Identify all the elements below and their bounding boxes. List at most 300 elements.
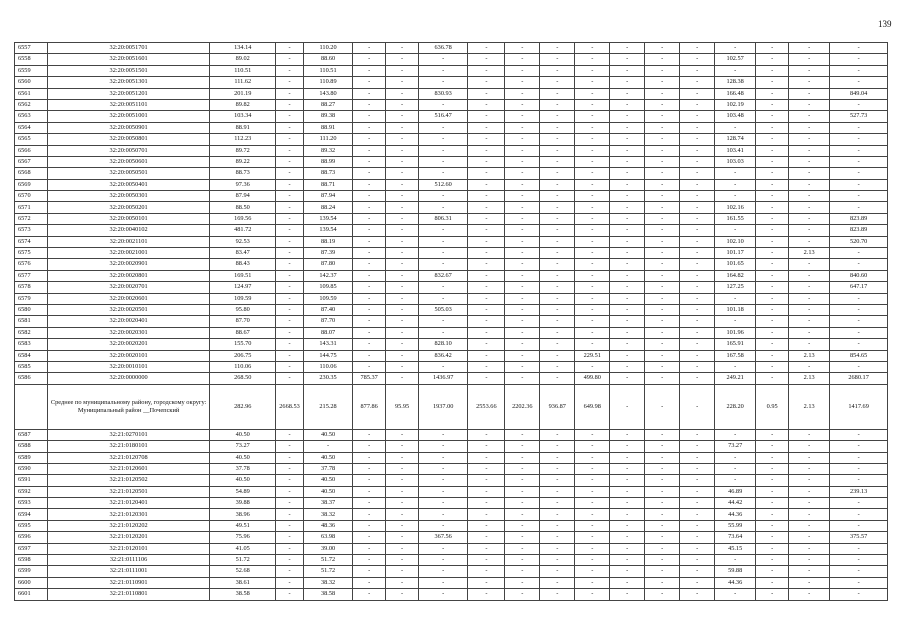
table-row [15,498,888,509]
value-cell: - [505,475,540,486]
cadastral-block-cell: 32:20:0020701 [47,282,209,293]
value-cell: - [276,316,304,327]
value-cell: - [680,555,715,566]
row-number-cell: 6590 [15,463,48,474]
value-cell: - [715,463,756,474]
value-cell: - [680,77,715,88]
value-cell: - [276,509,304,520]
summary-value-cell: 2202.36 [505,384,540,429]
value-cell: - [756,475,789,486]
cadastral-block-cell: 32:20:0020901 [47,259,209,270]
value-cell: 101.18 [715,304,756,315]
value-cell: - [756,532,789,543]
value-cell: - [386,577,419,588]
value-cell: - [276,452,304,463]
cadastral-block-cell: 32:20:0020301 [47,327,209,338]
value-cell: - [756,293,789,304]
value-cell: 40.50 [303,452,352,463]
row-number-cell: 6581 [15,316,48,327]
value-cell: 2.13 [789,373,830,384]
value-cell: 139.54 [303,225,352,236]
value-cell: - [610,111,645,122]
value-cell: - [610,543,645,554]
value-cell: - [276,248,304,259]
value-cell: - [419,509,468,520]
value-cell: - [540,452,575,463]
value-cell: 73.64 [715,532,756,543]
value-cell: - [276,282,304,293]
value-cell: - [575,293,610,304]
value-cell: 73.27 [715,441,756,452]
value-cell: - [386,589,419,600]
value-cell: - [645,168,680,179]
value-cell: - [419,293,468,304]
value-cell: - [468,316,505,327]
value-cell: - [353,236,386,247]
value-cell: - [789,339,830,350]
value-cell: 143.80 [303,88,352,99]
cadastral-block-cell: 32:21:0270101 [47,429,209,440]
value-cell: - [505,54,540,65]
value-cell: - [276,293,304,304]
value-cell: - [468,339,505,350]
value-cell: - [830,122,888,133]
value-cell: - [540,270,575,281]
cadastral-block-cell: 32:20:0051501 [47,65,209,76]
value-cell: - [468,577,505,588]
value-cell: - [756,122,789,133]
value-cell: 88.19 [303,236,352,247]
table-row [15,225,888,236]
value-cell: - [276,589,304,600]
value-cell: - [353,259,386,270]
value-cell: - [276,520,304,531]
value-cell: - [276,327,304,338]
value-cell: 103.41 [715,145,756,156]
value-cell: - [680,463,715,474]
value-cell: - [645,270,680,281]
cadastral-block-cell: 32:20:0021001 [47,248,209,259]
value-cell: - [386,452,419,463]
value-cell: - [505,566,540,577]
value-cell: - [386,373,419,384]
value-cell: 367.56 [419,532,468,543]
value-cell: 2.13 [789,350,830,361]
value-cell: - [353,65,386,76]
value-cell: - [575,259,610,270]
value-cell: - [540,589,575,600]
cadastral-block-cell: 32:20:0051601 [47,54,209,65]
value-cell: - [789,202,830,213]
value-cell: 110.51 [210,65,276,76]
value-cell: - [540,293,575,304]
value-cell: - [680,543,715,554]
value-cell: - [756,566,789,577]
value-cell: - [610,77,645,88]
value-cell: 102.57 [715,54,756,65]
value-cell: - [680,304,715,315]
value-cell: - [645,361,680,372]
value-cell: - [756,520,789,531]
value-cell: - [756,236,789,247]
value-cell: - [830,168,888,179]
value-cell: 112.23 [210,134,276,145]
value-cell: - [789,191,830,202]
value-cell: - [540,99,575,110]
value-cell: - [353,577,386,588]
value-cell: - [276,156,304,167]
value-cell: - [680,270,715,281]
value-cell: - [756,577,789,588]
value-cell: - [353,327,386,338]
value-cell: - [610,293,645,304]
value-cell: - [468,441,505,452]
value-cell: - [419,566,468,577]
value-cell: 63.98 [303,532,352,543]
value-cell: - [830,259,888,270]
cadastral-block-cell: 32:20:0020201 [47,339,209,350]
value-cell: 169.56 [210,213,276,224]
value-cell: 806.31 [419,213,468,224]
value-cell: - [610,441,645,452]
data-table [14,42,888,601]
value-cell: - [645,202,680,213]
value-cell: - [468,225,505,236]
value-cell: - [419,202,468,213]
value-cell: - [715,65,756,76]
table-row [15,350,888,361]
value-cell: - [353,452,386,463]
table-row [15,99,888,110]
value-cell: 527.73 [830,111,888,122]
value-cell: 836.42 [419,350,468,361]
value-cell: - [575,543,610,554]
value-cell: - [353,486,386,497]
value-cell: - [353,361,386,372]
value-cell: - [610,452,645,463]
value-cell: - [610,373,645,384]
value-cell: - [756,202,789,213]
summary-value-cell: 228.20 [715,384,756,429]
table-row [15,441,888,452]
value-cell: - [645,543,680,554]
value-cell: 110.06 [210,361,276,372]
value-cell: 110.20 [303,43,352,54]
value-cell: - [575,282,610,293]
row-number-cell: 6583 [15,339,48,350]
value-cell: - [540,236,575,247]
value-cell: - [680,282,715,293]
value-cell: 40.50 [210,429,276,440]
value-cell: - [419,77,468,88]
value-cell: - [756,282,789,293]
value-cell: - [386,463,419,474]
value-cell: 87.94 [303,191,352,202]
value-cell: - [756,191,789,202]
value-cell: - [386,520,419,531]
value-cell: - [830,509,888,520]
value-cell: - [789,577,830,588]
value-cell: - [505,316,540,327]
value-cell: 166.48 [715,88,756,99]
cadastral-block-cell: 32:21:0120502 [47,475,209,486]
value-cell: - [505,282,540,293]
value-cell: - [756,43,789,54]
value-cell: - [789,532,830,543]
row-number-cell: 6579 [15,293,48,304]
value-cell: - [680,498,715,509]
row-number-cell: 6599 [15,566,48,577]
value-cell: - [680,225,715,236]
value-cell: - [386,304,419,315]
value-cell: - [830,156,888,167]
value-cell: 38.32 [303,577,352,588]
value-cell: - [540,88,575,99]
value-cell: - [505,236,540,247]
summary-label: Среднее по муниципальному району, городскому округу: Муниципальный район __Почепский [47,384,209,429]
value-cell: - [789,429,830,440]
value-cell: 103.48 [715,111,756,122]
value-cell: 155.70 [210,339,276,350]
value-cell: - [680,248,715,259]
row-number-cell: 6601 [15,589,48,600]
value-cell: 512.60 [419,179,468,190]
value-cell: 102.16 [715,202,756,213]
value-cell: - [680,191,715,202]
row-number-cell: 6564 [15,122,48,133]
value-cell: - [610,339,645,350]
value-cell: - [419,498,468,509]
value-cell: - [756,463,789,474]
value-cell: - [575,577,610,588]
row-number-cell: 6600 [15,577,48,588]
value-cell: - [419,327,468,338]
cadastral-block-cell: 32:21:0110801 [47,589,209,600]
cadastral-block-cell: 32:20:0051301 [47,77,209,88]
value-cell: - [353,156,386,167]
value-cell: - [386,191,419,202]
table-row [15,293,888,304]
value-cell: - [540,486,575,497]
value-cell: - [505,191,540,202]
value-cell: - [830,339,888,350]
value-cell: - [830,293,888,304]
value-cell: - [419,429,468,440]
value-cell: 40.50 [210,452,276,463]
value-cell: - [386,498,419,509]
value-cell: 87.70 [303,316,352,327]
value-cell: 89.02 [210,54,276,65]
value-cell: - [419,225,468,236]
value-cell: - [386,202,419,213]
value-cell: - [680,566,715,577]
table-row [15,145,888,156]
value-cell: - [575,213,610,224]
value-cell: - [468,282,505,293]
value-cell: - [610,99,645,110]
value-cell: - [505,452,540,463]
table-row [15,486,888,497]
value-cell: - [610,304,645,315]
value-cell: - [610,327,645,338]
table-row [15,65,888,76]
summary-value-cell: 649.98 [575,384,610,429]
value-cell: - [575,54,610,65]
value-cell: - [645,145,680,156]
value-cell: - [610,191,645,202]
value-cell: - [540,77,575,88]
value-cell: 144.75 [303,350,352,361]
value-cell: - [680,373,715,384]
row-number-cell: 6598 [15,555,48,566]
value-cell: - [468,43,505,54]
table-row [15,88,888,99]
value-cell: - [830,202,888,213]
value-cell: - [505,498,540,509]
value-cell: - [540,498,575,509]
row-number-cell: 6576 [15,259,48,270]
value-cell: - [468,566,505,577]
value-cell: - [789,168,830,179]
value-cell: - [540,179,575,190]
value-cell: 87.39 [303,248,352,259]
cadastral-block-cell: 32:20:0050701 [47,145,209,156]
value-cell: 87.70 [210,316,276,327]
table-row [15,577,888,588]
value-cell: - [830,134,888,145]
value-cell: - [830,441,888,452]
value-cell: 88.07 [303,327,352,338]
value-cell: 481.72 [210,225,276,236]
value-cell: - [505,156,540,167]
row-number-cell: 6596 [15,532,48,543]
value-cell: - [715,361,756,372]
value-cell: - [505,509,540,520]
value-cell: 48.36 [303,520,352,531]
value-cell: - [505,145,540,156]
value-cell: - [540,122,575,133]
table-row [15,248,888,259]
value-cell: 142.37 [303,270,352,281]
value-cell: - [276,202,304,213]
value-cell: - [353,88,386,99]
cadastral-block-cell: 32:20:0051201 [47,88,209,99]
value-cell: - [276,577,304,588]
value-cell: - [386,145,419,156]
table-row [15,122,888,133]
value-cell: - [353,191,386,202]
cadastral-block-cell: 32:20:0020501 [47,304,209,315]
value-cell: - [830,54,888,65]
table-row [15,43,888,54]
value-cell: 38.32 [303,509,352,520]
value-cell: 89.32 [303,145,352,156]
value-cell: - [419,361,468,372]
value-cell: 41.05 [210,543,276,554]
value-cell: - [468,111,505,122]
value-cell: - [789,65,830,76]
value-cell: 38.37 [303,498,352,509]
value-cell: - [540,543,575,554]
value-cell: - [419,543,468,554]
value-cell: - [540,532,575,543]
value-cell: - [756,99,789,110]
value-cell: - [353,589,386,600]
value-cell: - [386,339,419,350]
value-cell: - [645,179,680,190]
value-cell: - [505,43,540,54]
value-cell: - [645,566,680,577]
value-cell: - [756,225,789,236]
value-cell: - [715,316,756,327]
value-cell: - [680,99,715,110]
cadastral-block-cell: 32:20:0000000 [47,373,209,384]
value-cell: - [276,43,304,54]
value-cell: - [353,498,386,509]
value-cell: - [276,543,304,554]
value-cell: - [505,202,540,213]
value-cell: - [540,327,575,338]
table-row [15,509,888,520]
value-cell: - [645,65,680,76]
value-cell: - [386,99,419,110]
value-cell: - [715,293,756,304]
value-cell: - [645,589,680,600]
value-cell: - [468,202,505,213]
summary-value-cell: - [680,384,715,429]
value-cell: 87.94 [210,191,276,202]
table-row [15,77,888,88]
value-cell: - [610,43,645,54]
value-cell: - [610,225,645,236]
value-cell: - [610,202,645,213]
value-cell: - [575,429,610,440]
value-cell: 39.00 [303,543,352,554]
value-cell: - [575,122,610,133]
value-cell: 45.15 [715,543,756,554]
value-cell: - [386,361,419,372]
value-cell: - [789,43,830,54]
value-cell: 830.93 [419,88,468,99]
value-cell: - [645,463,680,474]
value-cell: - [505,122,540,133]
value-cell: - [505,111,540,122]
value-cell: - [468,589,505,600]
value-cell: - [680,43,715,54]
value-cell: - [353,225,386,236]
value-cell: 268.50 [210,373,276,384]
value-cell: - [540,282,575,293]
value-cell: - [276,532,304,543]
value-cell: 161.55 [715,213,756,224]
value-cell: - [610,509,645,520]
value-cell: 101.65 [715,259,756,270]
table-row [15,532,888,543]
cadastral-block-cell: 32:20:0050401 [47,179,209,190]
value-cell: 88.27 [303,99,352,110]
value-cell: - [276,373,304,384]
value-cell: - [276,475,304,486]
value-cell: - [645,532,680,543]
value-cell: - [353,429,386,440]
value-cell: 88.73 [210,168,276,179]
value-cell: - [276,463,304,474]
value-cell: 88.99 [303,156,352,167]
value-cell: - [419,122,468,133]
value-cell: - [830,577,888,588]
value-cell: - [575,475,610,486]
value-cell: 127.25 [715,282,756,293]
